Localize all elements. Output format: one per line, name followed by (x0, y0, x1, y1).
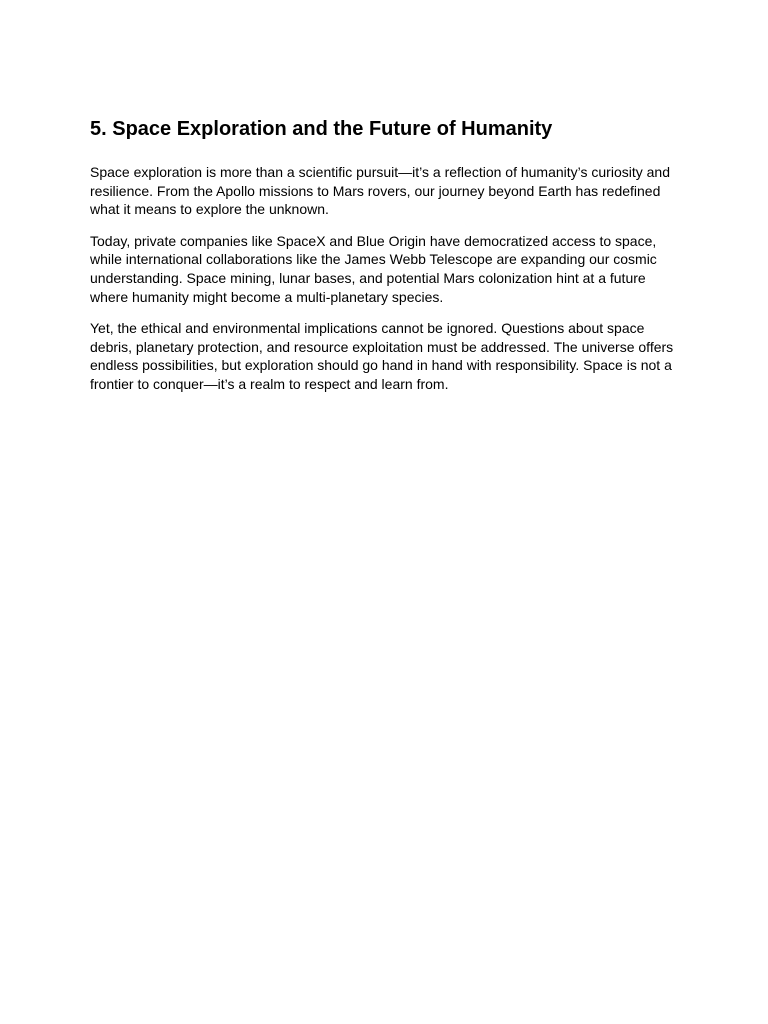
paragraph-ethics: Yet, the ethical and environmental implications cannot be ignored. Questions about space debris, planetary protection, and resource exploitation must be addressed. The universe offers endless possibilities, but exploration should go hand in hand with responsibility. Space is not a frontier to conquer—it’s a realm to respect and learn from. (90, 320, 674, 392)
document-page (90, 113, 680, 407)
paragraph-intro: Space exploration is more than a scientific pursuit—it’s a reflection of humanity’s curiosity and resilience. From the Apollo missions to Mars rovers, our journey beyond Earth has redefined what it means to explore the unknown. (90, 164, 670, 218)
section-heading: 5. Space Exploration and the Future of Humanity (90, 118, 553, 140)
paragraph-today: Today, private companies like SpaceX and Blue Origin have democratized access to space, while international collaborations like the James Webb Telescope are expanding our cosmic understanding. Space mining, lunar bases, and potential Mars colonization hint at a future where humanity might become a multi-planetary species. (90, 232, 657, 305)
